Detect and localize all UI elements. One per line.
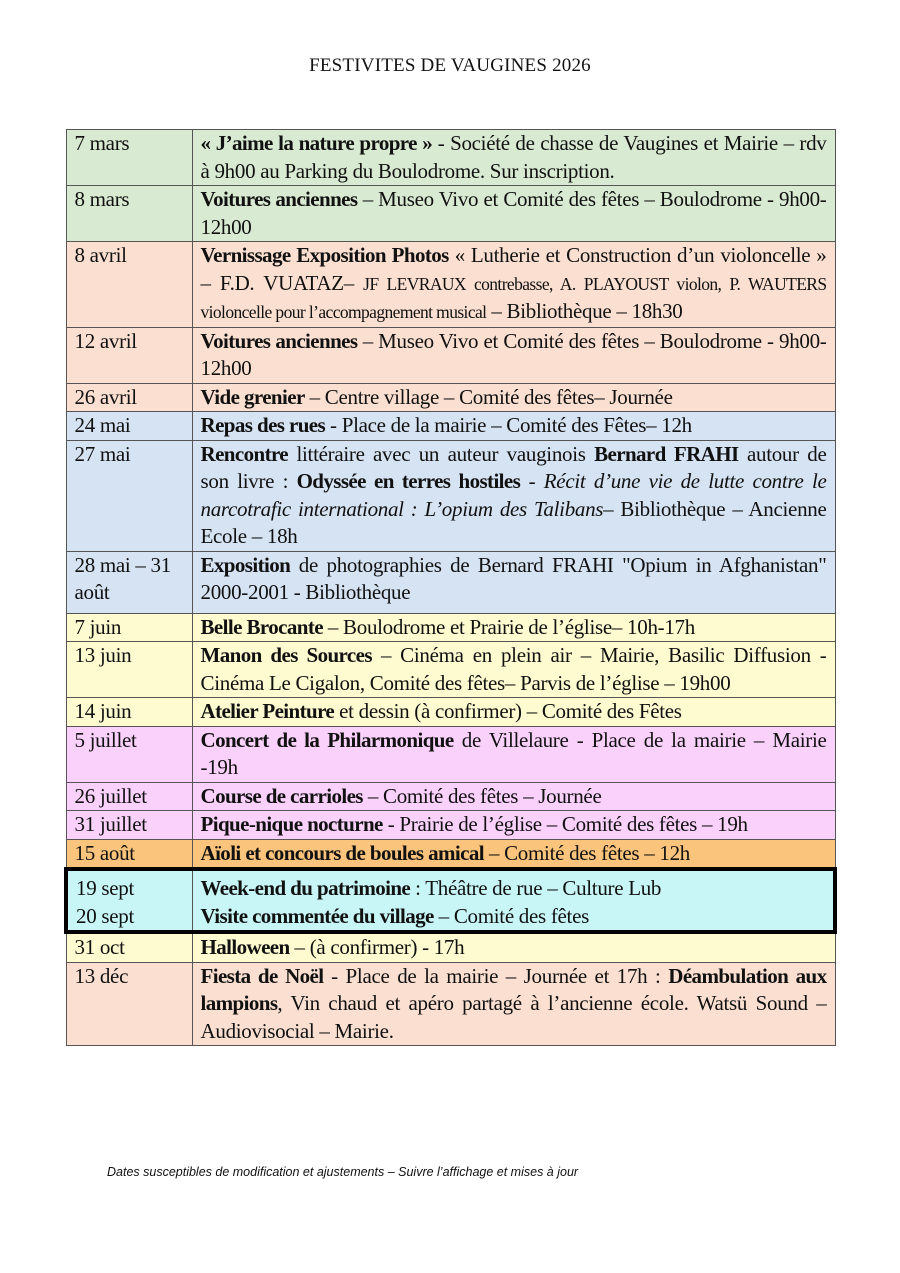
event-description [192, 726, 835, 782]
event-date: 27 mai [66, 440, 192, 551]
event-detail: - Place de la mairie – Journée et 17h : [323, 963, 669, 988]
event-date-line: 20 sept [76, 903, 134, 928]
event-name: Visite commentée du village [200, 903, 434, 928]
event-name: Exposition [200, 552, 291, 577]
event-description [192, 932, 835, 962]
event-name: Voitures anciennes [200, 187, 358, 211]
event-detail: – Museo Vivo et Comité des fêtes – Boulodrome - 9h00-12h00 [200, 187, 827, 239]
table-row [66, 412, 835, 441]
event-name: Concert de la Philarmonique [200, 727, 454, 752]
event-description [192, 186, 835, 242]
event-description [192, 811, 835, 840]
event-detail: – Boulodrome et Prairie de l’église– 10h-17h [322, 614, 695, 639]
event-description [192, 383, 835, 412]
table-row [66, 327, 835, 383]
footer-note: Dates susceptibles de modification et ajustements – Suivre l’affichage et mises à jour [107, 1165, 579, 1179]
event-detail: « Lutherie et Construction d’un violoncelle » – F.D. VUATAZ– [200, 243, 827, 295]
event-name: Halloween [200, 935, 290, 959]
table-row [66, 242, 835, 328]
event-date: 31 juillet [66, 811, 192, 840]
event-date: 31 oct [66, 932, 192, 962]
event-description [192, 839, 835, 869]
event-description [192, 130, 835, 186]
event-date: 26 avril [66, 383, 192, 412]
event-detail: - Place de la mairie – Comité des Fêtes– 12h [325, 413, 692, 437]
table-row-highlighted [66, 869, 835, 932]
event-description [192, 869, 835, 932]
event-detail: de Villelaure - Place de la mairie – Mairie -19h [200, 727, 827, 779]
event-description [192, 327, 835, 383]
event-detail: , Vin chaud et apéro partagé à l’ancienne école. Watsü Sound – Audiovisocial – Mairie. [200, 991, 827, 1043]
event-book-subtitle: Récit d’une vie de lutte contre le narcotrafic international : L’opium des Talibans [200, 469, 827, 521]
event-name: Vide grenier [200, 384, 305, 409]
event-date: 12 avril [66, 327, 192, 383]
event-detail: : Théâtre de rue – Culture Lub [410, 876, 662, 900]
event-date-line: 19 sept [76, 876, 134, 900]
table-row [66, 613, 835, 642]
table-row [66, 811, 835, 840]
event-name: Week-end du patrimoine [200, 876, 411, 900]
event-date [66, 869, 192, 932]
event-description [192, 551, 835, 613]
event-date: 5 juillet [66, 726, 192, 782]
table-row [66, 932, 835, 962]
event-name: « J’aime la nature propre » [200, 131, 433, 155]
event-detail: de photographies de Bernard FRAHI "Opium in Afghanistan" 2000-2001 - Bibliothèque [200, 552, 827, 604]
event-description [192, 962, 835, 1046]
event-name: Belle Brocante [200, 614, 323, 639]
event-date: 7 juin [66, 613, 192, 642]
event-detail: - [520, 469, 544, 493]
table-row [66, 962, 835, 1046]
event-detail-end: – Bibliothèque – 18h30 [486, 299, 683, 323]
event-date: 13 déc [66, 962, 192, 1046]
table-row [66, 782, 835, 811]
event-date: 15 août [66, 839, 192, 869]
event-date: 8 mars [66, 186, 192, 242]
event-detail: – Comité des fêtes – Journée [362, 783, 602, 808]
event-detail: - Prairie de l’église – Comité des fêtes – 19h [382, 812, 748, 836]
table-row [66, 726, 835, 782]
events-table [64, 129, 837, 1046]
event-date: 26 juillet [66, 782, 192, 811]
table-row [66, 698, 835, 727]
event-description [192, 642, 835, 698]
event-date: 13 juin [66, 642, 192, 698]
event-name: Repas des rues [200, 413, 326, 437]
event-name: Aïoli et concours de boules amical [200, 840, 484, 865]
event-description [192, 698, 835, 727]
event-detail: littéraire avec un auteur vauginois [288, 441, 595, 466]
event-date: 7 mars [66, 130, 192, 186]
table-row [66, 839, 835, 869]
event-description [192, 242, 835, 328]
event-detail: – Bibliothèque – Ancienne Ecole – 18h [200, 496, 827, 548]
event-book-title: Odyssée en terres hostiles [296, 469, 521, 493]
event-description [192, 412, 835, 441]
page-title: FESTIVITES DE VAUGINES 2026 [309, 55, 591, 76]
event-date: 24 mai [66, 412, 192, 441]
event-name: Vernissage Exposition Photos [200, 243, 449, 267]
event-detail: autour de son livre : [200, 441, 827, 493]
event-detail: – Comité des fêtes – 12h [484, 840, 690, 865]
event-description [192, 782, 835, 811]
event-detail: – Museo Vivo et Comité des fêtes – Boulodrome - 9h00-12h00 [200, 328, 827, 380]
event-description [192, 613, 835, 642]
event-detail: - Société de chasse de Vaugines et Mairie – rdv à 9h00 au Parking du Boulodrome. Sur inscription. [200, 131, 827, 183]
event-detail-small: JF LEVRAUX contrebasse, A. PLAYOUST violon, P. WAUTERS violoncelle pour l’accompagnement musical [200, 273, 827, 322]
event-detail: – Cinéma en plein air – Mairie, Basilic Diffusion - Cinéma Le Cigalon, Comité des fêtes– Parvis de l’église – 19h00 [200, 643, 827, 695]
table-row [66, 130, 835, 186]
event-name: Course de carrioles [200, 783, 363, 808]
table-row [66, 440, 835, 551]
event-detail: – Centre village – Comité des fêtes– Journée [304, 384, 673, 409]
event-date: 14 juin [66, 698, 192, 727]
table-row [66, 186, 835, 242]
event-detail: – (à confirmer) - 17h [289, 935, 465, 959]
event-detail: – Comité des fêtes [433, 903, 589, 928]
event-detail: et dessin (à confirmer) – Comité des Fêtes [334, 699, 682, 723]
table-row [66, 642, 835, 698]
event-name: Pique-nique nocturne [200, 812, 383, 836]
event-date: 8 avril [66, 242, 192, 328]
event-date: 28 mai – 31 août [66, 551, 192, 613]
event-name: Atelier Peinture [200, 699, 335, 723]
event-name: Déambulation aux lampions [200, 963, 827, 1015]
event-description [192, 440, 835, 551]
event-name: Manon des Sources [200, 643, 372, 667]
event-author: Bernard FRAHI [594, 441, 739, 466]
event-name: Voitures anciennes [200, 328, 358, 353]
event-name: Fiesta de Noël [200, 963, 324, 988]
event-name: Rencontre [200, 441, 289, 466]
table-row [66, 383, 835, 412]
table-row [66, 551, 835, 613]
